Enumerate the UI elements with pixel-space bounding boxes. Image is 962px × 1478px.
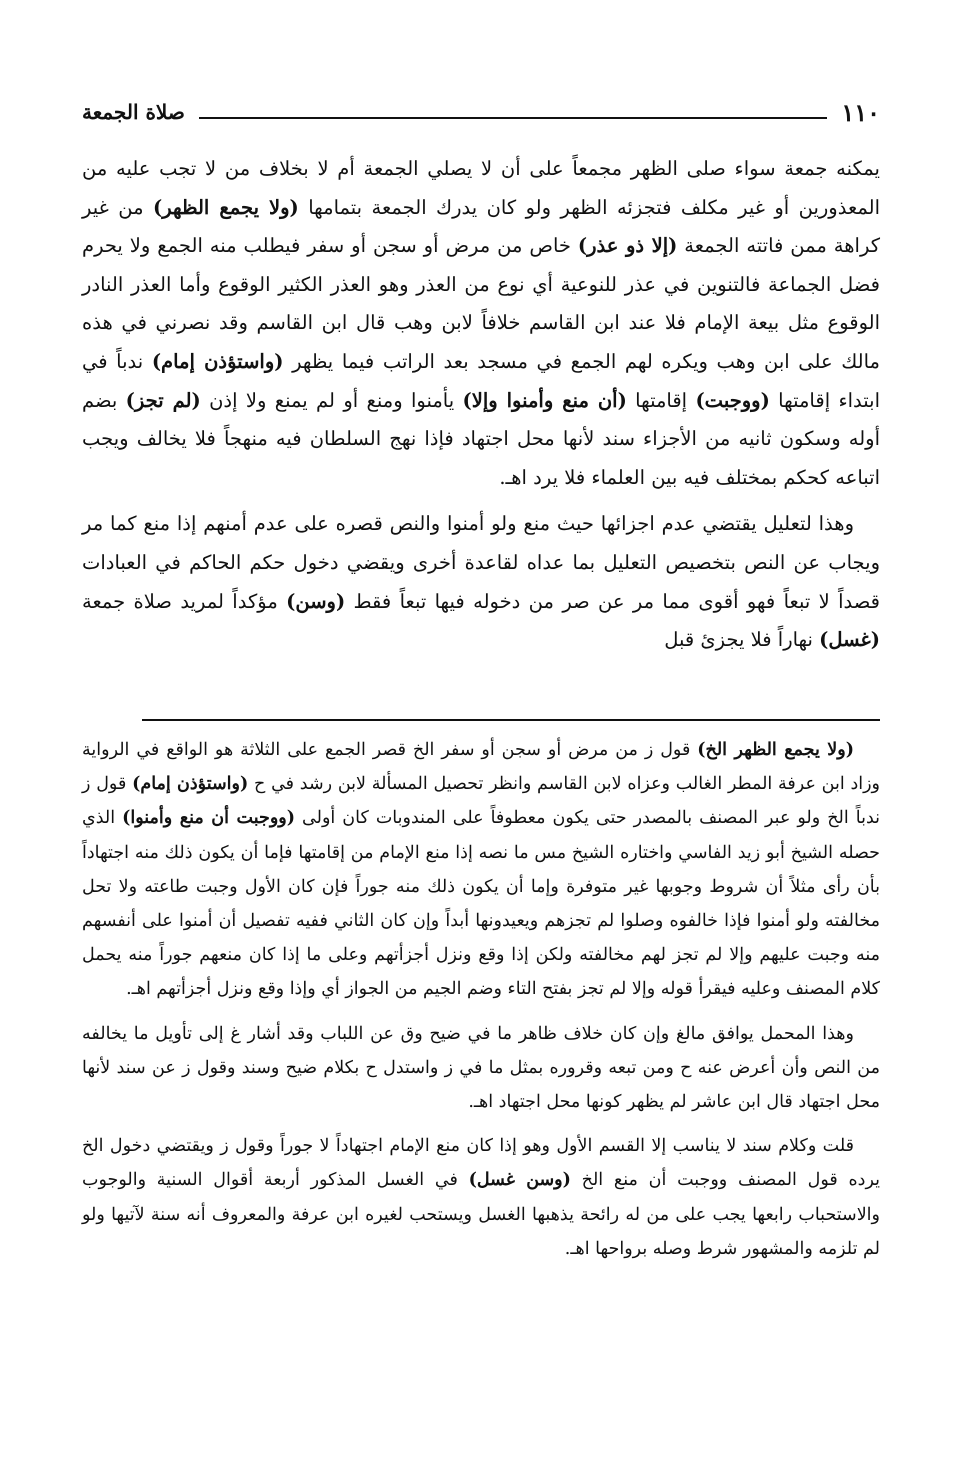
text-run: نهاراً فلا يجزئ قبل <box>664 628 820 652</box>
text-run: بضم أوله وسكون ثانيه من الأجزاء سند لأنها محل اجتهاد فإذا نهج السلطان فيه منهجاً فلا يخالف ويجب اتباعه كحكم بمختلف فيه بين العلماء فلا يرد اهـ. <box>82 388 880 489</box>
matn-phrase: (ولا يجمع الظهر) <box>152 195 299 219</box>
matn-phrase: (ووجبت أن منع وأمنوا) <box>122 808 296 829</box>
text-run: ندباً في ابتداء إقامتها <box>82 349 881 412</box>
footnote-divider <box>142 719 880 721</box>
footnotes <box>82 733 880 1266</box>
chapter-title: صلاة الجمعة <box>82 100 185 124</box>
matn-phrase: (واستؤذن إمام) <box>132 774 249 795</box>
main-text <box>82 150 880 660</box>
text-run: وهذا لتعليل يقتضي عدم اجزائها حيث منع ولو أمنوا والنص قصره على عدم أمنهم إذا منع كما مر ويجاب عن النص بتخصيص التعليل بما عداه لقاعدة أخرى ويقضي دخول حكم الحاكم في العبادات قصداً لا تبعاً فهو أقوى مما مر عن صر من دخوله فيها تبعاً فقط <box>82 512 880 613</box>
main-paragraph-2 <box>82 505 880 659</box>
text-run: قول ز من مرض أو سجن أو سفر الخ قصر الجمع على الثلاثة هو الواقع في الرواية وزاد ابن عرفة المطر الغالب وعزاه لابن القاسم وانظر تحصيل المسألة لابن رشد في ح <box>82 740 880 795</box>
matn-phrase: (ووجبت) <box>695 388 770 412</box>
matn-phrase: (غسل) <box>819 628 880 652</box>
header-rule <box>199 117 827 119</box>
matn-phrase: (واستؤذن إمام) <box>151 349 284 373</box>
footnote-paragraph-2: وهذا المحمل يوافق مالغ وإن كان خلاف ظاهر ما في ضيح وق عن اللباب وقد أشار غ إلى تأويل ما يخالفه من النص وأن أعرض عنه ح ومن تبعه وقروره بمثل ما في ز واستدل ح بكلام ضيح وسند وقول ز عن سند لأنها محل اجتهاد قال ابن عاشر لم يظهر كونها محل اجتهاد اهـ. <box>82 1023 880 1113</box>
text-run: قلت وكلام سند لا يناسب إلا القسم الأول وهو إذا كان منع الإمام اجتهاداً لا جوراً وقول ز ويقتضي دخول الخ يرده قول المصنف ووجبت أن منع الخ <box>82 1136 880 1191</box>
matn-phrase: (أن منع وأمنوا وإلا) <box>462 388 627 412</box>
text-run: خاص من مرض أو سجن أو سفر فيطلب منه الجمع ولا يحرم فضل الجماعة فالتنوين في عذر للنوعية أي نوع من العذر وهو العذر الكثير الوقوع وأما العذر النادر الوقوع مثل بيعة الإمام فلا عند ابن القاسم خلافاً لابن وهب قال ابن القاسم وقد نصرني في هذه مالك على ابن وهب ويكره لهم الجمع في مسجد بعد الراتب فيما يظهر <box>82 234 881 373</box>
text-run: الذي حصله الشيخ أبو زيد الفاسي واختاره الشيخ مس ما نصه إذا منع الإمام من إقامتها فإما أن يكون ذلك منه اجتهاداً بأن رأى مثلاً أن شروط وجوبها غير متوفرة وإما أن يكون ذلك منه جوراً فإن كان الأول وجبت طاعته ولا تحل مخالفته ولو أمنوا فإذا خالفوه وصلوا لم تجزهم ويعيدونها أبداً وإن كان الثاني ففيه تفصيل أن أمنوا على أنفسهم منه وجبت عليهم وإلا لم تجز لهم مخالفته ولكن إذا وقع ونزل أجزأتهم وعلى ما إذا كان منعهم جوراً منه يحمل كلام المصنف وعليه فيقرأ قوله وإلا لم تجز بفتح التاء وضم الجيم من الجواز أي وإذا وقع ونزل أجزأتهم اهـ. <box>82 808 880 1000</box>
text-run: يمكنه جمعة سواء صلى الظهر مجمعاً على أن لا يصلي الجمعة أم لا بخلاف من لا تجب عليه من المعذورين أو غير مكلف فتجزئه الظهر ولو كان يدرك الجمعة بتمامها <box>82 157 880 219</box>
page-number: ١١٠ <box>841 97 880 127</box>
matn-phrase: (ولا يجمع الظهر الخ) <box>697 740 854 760</box>
text-run: قول ز ندباً الخ ولو عبر المصنف بالمصدر حتى يكون معطوفاً على المندوبات كان أولى <box>82 774 880 829</box>
matn-phrase: (لم تجز) <box>125 388 201 412</box>
page-header <box>82 92 880 132</box>
footnote-paragraph-1 <box>82 733 880 1007</box>
main-paragraph-1 <box>82 150 880 497</box>
text-run: يأمنوا ومنع أو لم يمنع ولا إذن <box>200 388 463 412</box>
matn-phrase: (وسن غسل) <box>468 1170 571 1191</box>
text-run: مؤكداً لمريد صلاة جمعة <box>82 589 287 613</box>
matn-phrase: (إلا ذو عذر) <box>577 234 678 258</box>
text-run: في الغسل المذكور أربعة أقوال السنية والوجوب والاستحباب رابعها يجب على من له رائحة يذهبها الغسل ويستحب لغيره ابن عرفة والمعروف أنه سنة لآتيها ولو لم تلزمه والمشهور شرط وصله برواحها اهـ. <box>82 1170 880 1259</box>
footnote-paragraph-3 <box>82 1129 880 1266</box>
text-run: إقامتها <box>626 388 696 412</box>
matn-phrase: (وسن) <box>286 589 346 613</box>
text-run: من غير كراهة ممن فاتته الجمعة <box>82 195 880 258</box>
